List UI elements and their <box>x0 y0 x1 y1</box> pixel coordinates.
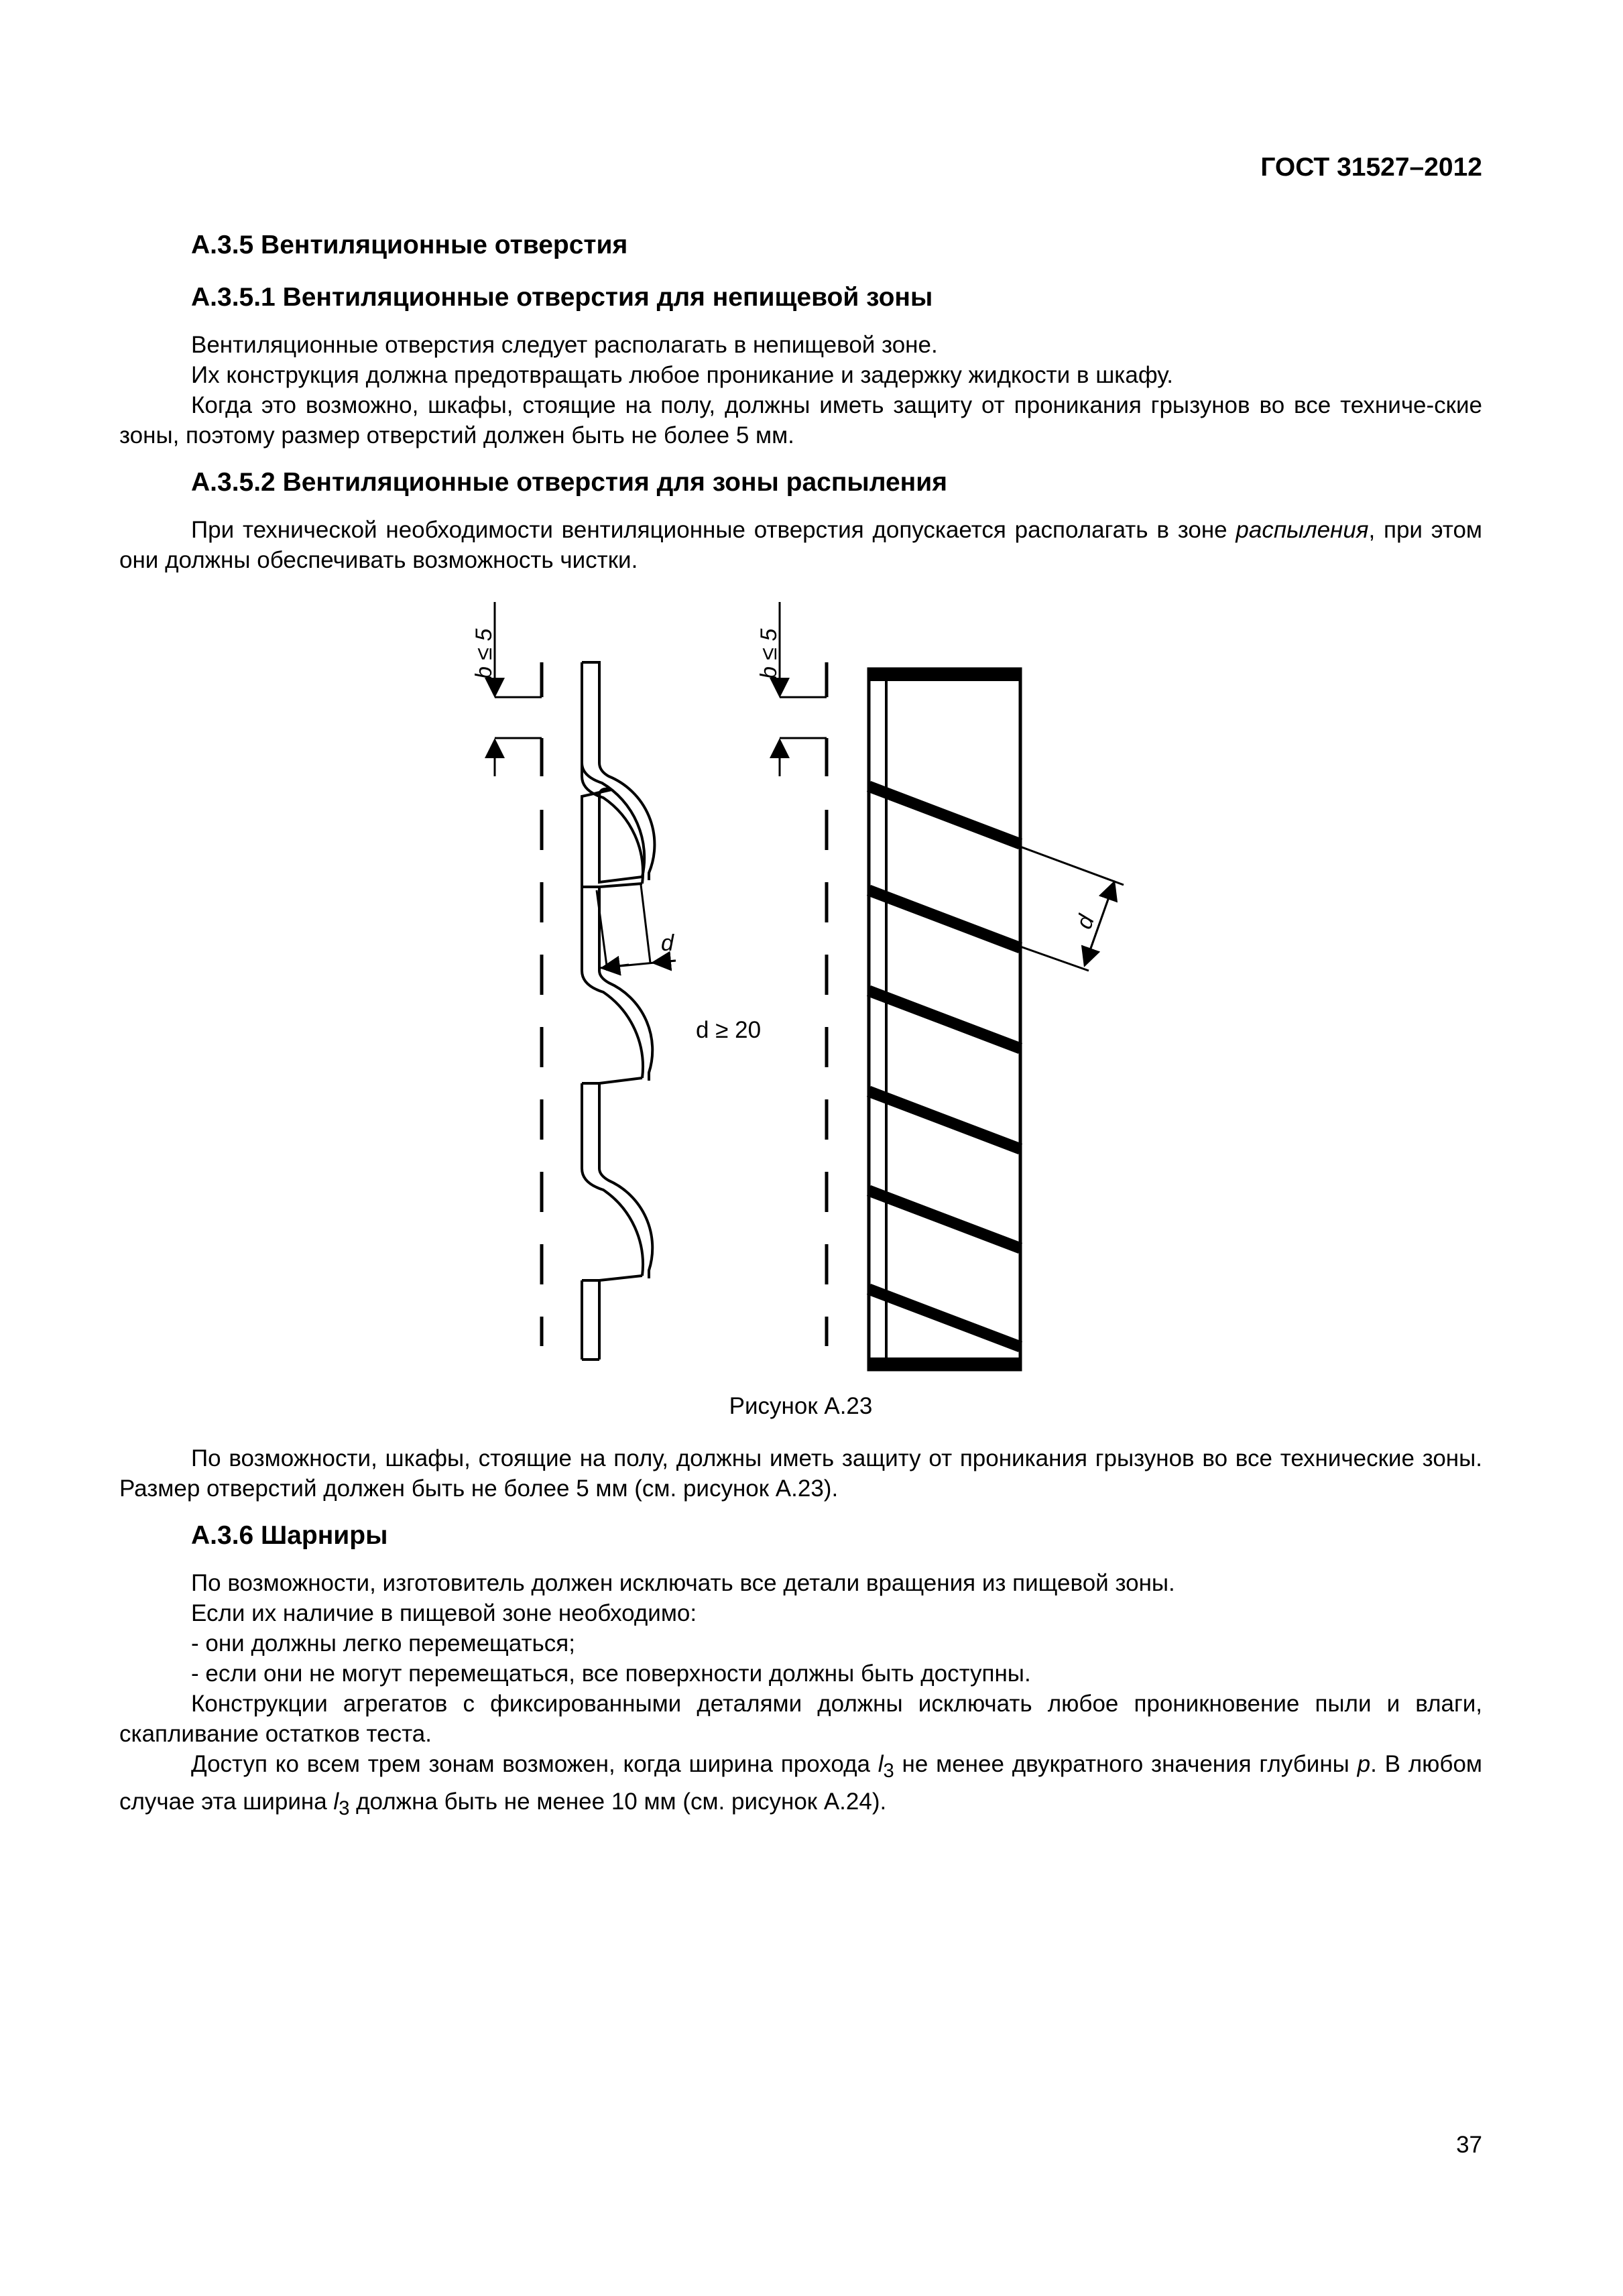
section-a351-title: А.3.5.1 Вентиляционные отверстия для непищевой зоны <box>191 283 933 312</box>
left-louver-panel <box>582 662 654 1360</box>
d-ge-20-label <box>696 1017 761 1043</box>
a352-paragraph <box>119 515 1482 575</box>
a351-paragraph-1: Вентиляционные отверстия следует располагать в непищевой зоне. <box>191 332 938 358</box>
a36-paragraph-2: Если их наличие в пищевой зоне необходимо: <box>191 1600 697 1626</box>
var-l3: l <box>878 1751 884 1777</box>
section-a36-title: А.3.6 Шарниры <box>191 1521 388 1550</box>
section-a35-title: А.3.5 Вентиляционные отверстия <box>191 231 628 259</box>
left-b-label: b ≤ 5 <box>471 628 497 679</box>
var-l3-sub: 3 <box>883 1760 894 1782</box>
right-b-label: b ≤ 5 <box>756 628 782 679</box>
page-content <box>119 225 1482 1824</box>
figure-a23-drawing <box>119 595 1482 1400</box>
figure-a23 <box>119 595 1482 1419</box>
document-code: ГОСТ 31527–2012 <box>1260 153 1482 182</box>
a36-paragraph-3: - они должны легко перемещаться; <box>191 1630 575 1656</box>
a351-paragraph-2: Их конструкция должна предотвращать любое проникание и задержку жидкости в шкафу. <box>191 362 1173 388</box>
right-d-label: d <box>1071 911 1099 932</box>
a36-last-p1: Доступ ко всем трем зонам возможен, когда ширина прохода <box>191 1751 878 1777</box>
a36-last-p4: должна быть не менее 10 мм (см. рисунок А.24). <box>349 1789 887 1815</box>
d-ge-20-text: d ≥ 20 <box>696 1017 762 1043</box>
right-dimension-b <box>780 602 827 776</box>
a352-text-italic: распыления <box>1236 517 1369 543</box>
a36-last-p2: не менее двукратного значения глубины <box>894 1751 1358 1777</box>
section-a352-title: А.3.5.2 Вентиляционные отверстия для зоны распыления <box>191 468 947 497</box>
a36-paragraph-6 <box>119 1749 1482 1824</box>
a352-text-after: , при этом они должны обеспечивать возможность чистки. <box>119 517 1482 573</box>
left-dimension-b <box>495 602 542 776</box>
page-number: 37 <box>1456 2132 1482 2158</box>
var-p: p <box>1357 1751 1371 1777</box>
after-figure-paragraph: По возможности, шкафы, стоящие на полу, должны иметь защиту от проникания грызунов во все технические зоны. Размер отверстий должен быть не более 5 мм (см. рисунок А.23). <box>119 1445 1482 1502</box>
a352-text-before: При технической необходимости вентиляционные отверстия допускается располагать в зоне <box>191 517 1236 543</box>
right-dimension-d <box>1020 847 1124 971</box>
var-l3-second: l <box>333 1789 339 1815</box>
var-l3-second-sub: 3 <box>339 1798 350 1819</box>
figure-caption: Рисунок А.23 <box>729 1393 873 1419</box>
a36-last-p3: . В любом случае эта ширина <box>119 1751 1482 1815</box>
right-grille <box>869 669 1020 1370</box>
a36-paragraph-5: Конструкции агрегатов с фиксированными деталями должны исключать любое проникновение пыли и влаги, скапливание остатков теста. <box>119 1691 1482 1747</box>
a351-paragraph-3: Когда это возможно, шкафы, стоящие на полу, должны иметь защиту от проникания грызунов во все техниче-ские зоны, поэтому размер отверстий должен быть не более 5 мм. <box>119 392 1482 448</box>
a36-paragraph-1: По возможности, изготовитель должен исключать все детали вращения из пищевой зоны. <box>191 1570 1175 1596</box>
left-dimension-d <box>597 885 676 971</box>
a36-paragraph-4: - если они не могут перемещаться, все поверхности должны быть доступны. <box>191 1660 1031 1687</box>
left-d-label: d <box>661 930 674 956</box>
